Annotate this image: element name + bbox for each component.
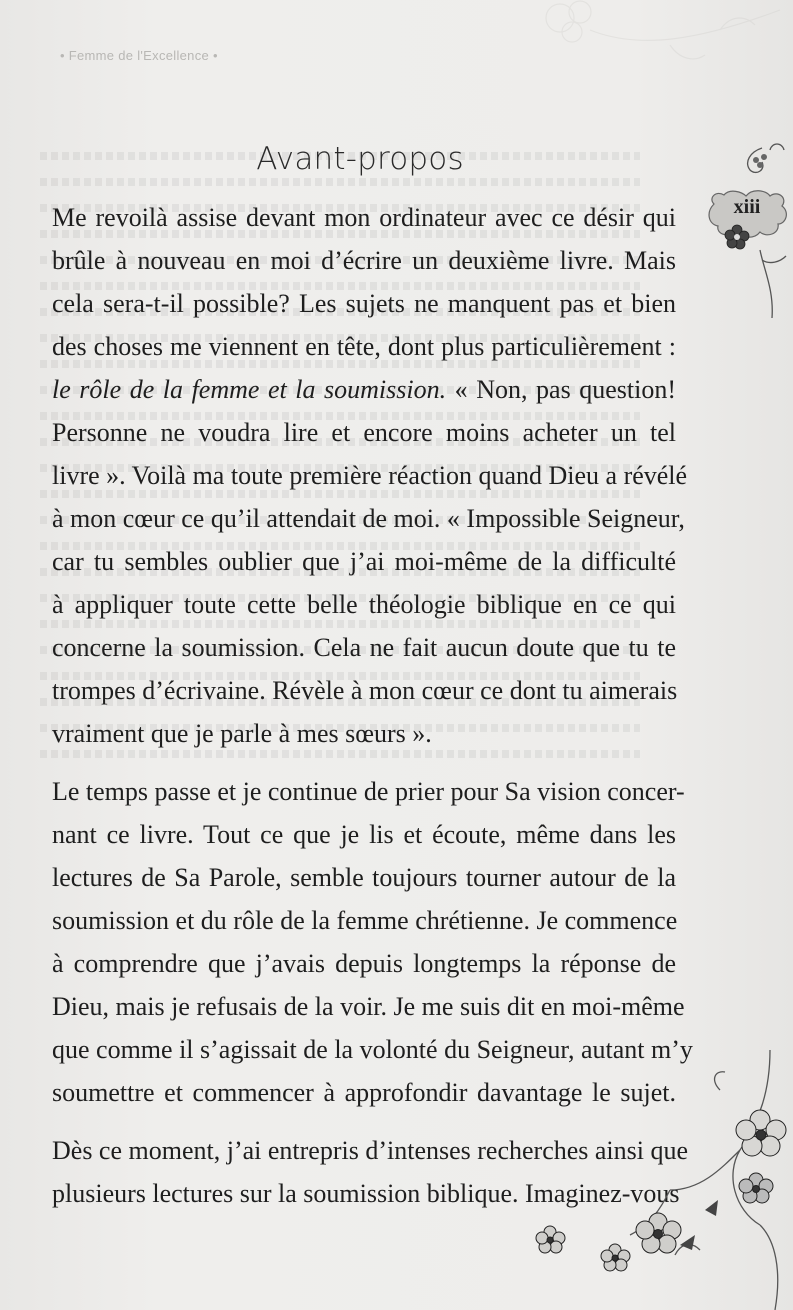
text-line: livre ». Voilà ma toute première réaction quand Dieu a révélé — [52, 461, 688, 490]
text-line: des choses me viennent en tête, dont plus particulièrement : — [52, 332, 676, 361]
text-line: Personne ne voudra lire et encore moins acheter un tel — [52, 418, 676, 447]
text-line: nant ce livre. Tout ce que je lis et écoute, même dans les — [52, 820, 676, 849]
text-line: brûle à nouveau en moi d’écrire un deuxième livre. Mais — [52, 246, 676, 275]
text-line: à appliquer toute cette belle théologie biblique en ce qui — [52, 590, 676, 619]
text-line: soumission et du rôle de la femme chrétienne. Je commence — [52, 906, 678, 935]
text-line: Me revoilà assise devant mon ordinateur avec ce désir qui — [52, 203, 676, 232]
running-header: • Femme de l'Excellence • — [60, 48, 218, 63]
text-line: Dès ce moment, j’ai entrepris d’intenses recherches ainsi que — [52, 1136, 689, 1165]
text-line: Dieu, mais je refusais de la voir. Je me suis dit en moi-même — [52, 992, 685, 1021]
faded-flower-watermark-icon — [520, 0, 793, 80]
text-line: car tu sembles oublier que j’ai moi-même de la difficulté — [52, 547, 676, 576]
paragraph-1 — [52, 196, 688, 755]
text-fragment: « Non, pas question! — [454, 375, 676, 404]
text-line: soumettre et commencer à approfondir davantage le sujet. — [52, 1078, 676, 1107]
text-line: vraiment que je parle à mes sœurs ». — [52, 719, 432, 748]
page-number: xiii — [733, 196, 761, 218]
badge-flower-icon — [722, 222, 752, 252]
text-line: concerne la soumission. Cela ne fait aucun doute que tu te — [52, 633, 676, 662]
text-line-mixed — [52, 368, 676, 411]
text-line: que comme il s’agissait de la volonté du Seigneur, autant m’y — [52, 1035, 693, 1064]
text-line: cela sera-t-il possible? Les sujets ne manquent pas et bien — [52, 289, 676, 318]
flower-cluster-icon — [520, 1050, 793, 1310]
text-line: à comprendre que j’avais depuis longtemps la réponse de — [52, 949, 676, 978]
chapter-title: Avant-propos — [256, 141, 464, 177]
text-line: à mon cœur ce qu’il attendait de moi. « Impossible Seigneur, — [52, 504, 685, 533]
text-line: Le temps passe et je continue de prier pour Sa vision concer- — [52, 777, 685, 806]
italic-phrase: le rôle de la femme et la soumission. — [52, 375, 447, 404]
text-line: trompes d’écrivaine. Révèle à mon cœur ce dont tu aimerais — [52, 676, 678, 705]
text-line: plusieurs lectures sur la soumission biblique. Imaginez-vous — [52, 1179, 680, 1208]
text-line: lectures de Sa Parole, semble toujours tourner autour de la — [52, 863, 676, 892]
